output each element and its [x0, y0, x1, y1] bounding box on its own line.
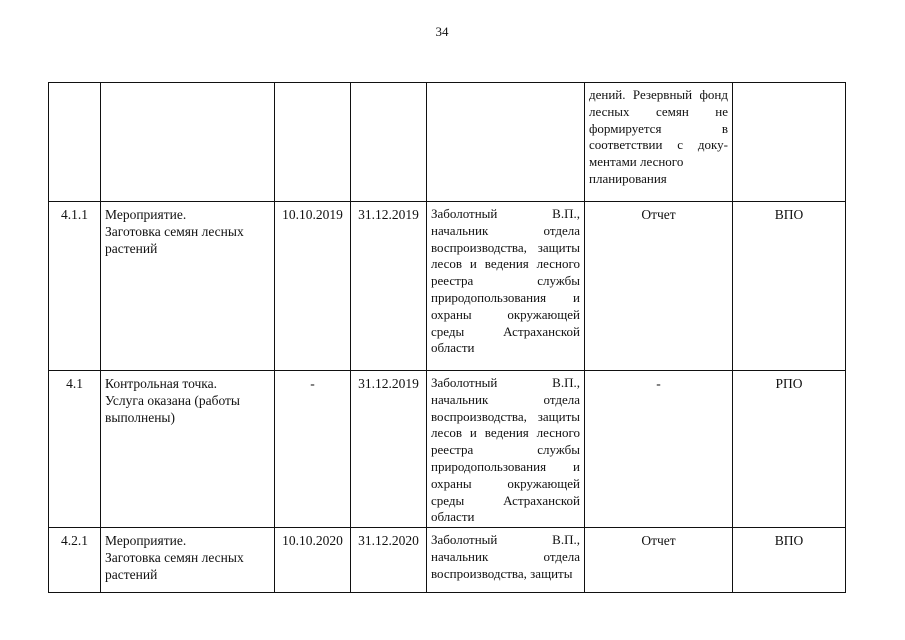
table-row — [49, 528, 846, 593]
row-note-cell — [585, 83, 733, 202]
row-responsible-cell: Заболотный В.П., начальник отдела воспроизводства, защиты — [427, 528, 585, 593]
row-name-text: Контрольная точка. Услуга оказана (работы выполнены) — [105, 376, 240, 425]
row-result-cell: - — [585, 371, 733, 528]
row-name-cell — [101, 371, 275, 528]
row-number-cell: 4.2.1 — [49, 528, 101, 593]
row-name-cell — [101, 202, 275, 371]
row-start-date-cell: - — [275, 371, 351, 528]
row-number-cell: 4.1 — [49, 371, 101, 528]
row-responsible-cell: Заболотный В.П., начальник отдела воспроизводства, защиты лесов и ведения лесного реестра службы природопользования и охраны окружающей среды Астраханской области — [427, 371, 585, 528]
row-name-cell — [101, 83, 275, 202]
row-end-date-cell: 31.12.2019 — [351, 371, 427, 528]
row-type-cell: ВПО — [733, 528, 846, 593]
row-start-date-cell: 10.10.2020 — [275, 528, 351, 593]
row-type-cell: ВПО — [733, 202, 846, 371]
row-end-date-cell: 31.12.2019 — [351, 202, 427, 371]
row-name-text: Мероприятие. Заготовка семян лесных растений — [105, 533, 244, 582]
table-row — [49, 202, 846, 371]
row-number-cell — [49, 83, 101, 202]
row-responsible-cell — [427, 83, 585, 202]
row-name-cell — [101, 528, 275, 593]
row-end-date-cell: 31.12.2020 — [351, 528, 427, 593]
row-type-cell — [733, 83, 846, 202]
page-number: 34 — [435, 24, 449, 39]
row-note-text-end: планирования — [589, 170, 667, 186]
table-row — [49, 371, 846, 528]
row-result-cell: Отчет — [585, 202, 733, 371]
plan-table — [48, 82, 846, 593]
row-end-date-cell — [351, 83, 427, 202]
row-note-text: дений. Резервный фонд лесных семян не формируется в соответствии с доку- ментами лесного — [589, 87, 728, 170]
row-result-cell: Отчет — [585, 528, 733, 593]
row-number-cell: 4.1.1 — [49, 202, 101, 371]
row-responsible-cell: Заболотный В.П., начальник отдела воспроизводства, защиты лесов и ведения лесного реестра службы природопользования и охраны окружающей среды Астраханской области — [427, 202, 585, 371]
row-type-cell: РПО — [733, 371, 846, 528]
row-start-date-cell: 10.10.2019 — [275, 202, 351, 371]
row-name-text: Мероприятие. Заготовка семян лесных растений — [105, 207, 244, 256]
table-row — [49, 83, 846, 202]
row-start-date-cell — [275, 83, 351, 202]
